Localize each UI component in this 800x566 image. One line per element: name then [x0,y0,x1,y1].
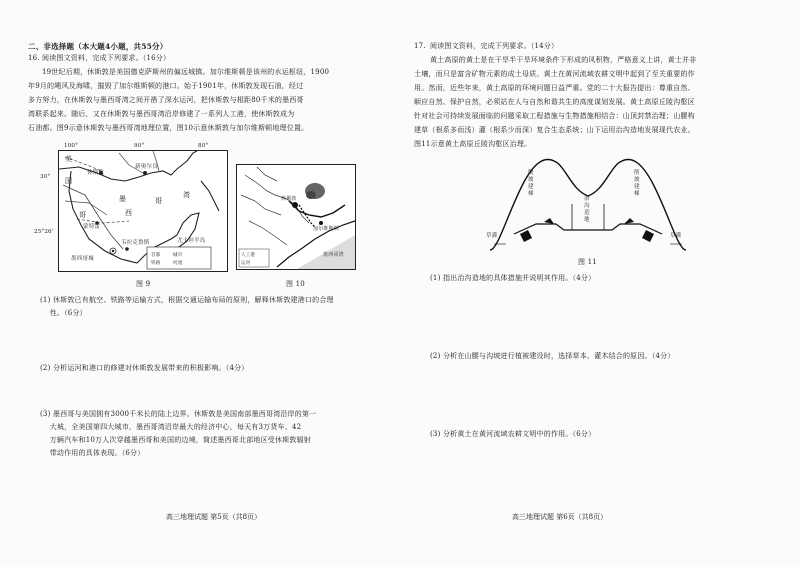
fig11-label: 草灌 [670,233,682,239]
fig10-place-label: 墨西哥湾 [323,252,344,258]
fig10-map [236,164,356,270]
fig9-place-label: 韦拉克鲁斯 [121,240,150,246]
fig9-place-label: 墨 [119,195,127,203]
q16-sub3-line: (3) 墨西哥与美国拥有3000千米长的陆上边界。休斯敦是美国南部墨西哥湾沿岸的第一 [40,410,317,418]
fig10-legend-item: 人工港 [241,253,256,258]
fig9-map [58,150,228,272]
right-page-footer: 高三地理试题 第6页（共8页） [512,513,608,521]
q17-sub1: (1) 指出治沟造地的具体措施并说明其作用。（4分） [430,274,596,282]
fig9-place-label: 哥 [155,197,163,205]
fig9-lat-label: 30° [40,174,51,180]
fig9-legend-item: 城市 [173,253,183,258]
q16-passage-line: 年9月的飓风及海啸，摧毁了加尔维斯顿的港口。始于1901年，休斯敦发现石油，经过 [28,82,304,90]
q17-passage-line: 用。然而，近些年来，黄土高原的环境问题日益严重。党的二十大报告提出：尊重自然、 [414,84,695,92]
fig9-place-label: 美 [65,155,73,163]
fig9-legend-item: 铁路 [151,261,161,266]
q16-sub2: (2) 分析运河和港口的修建对休斯敦发展带来的积极影响。（4分） [40,364,249,372]
fig9-place-label: 国 [65,177,73,185]
fig9-lon-label: 100° [64,143,79,149]
right-page [400,0,800,566]
q17-passage-line: 土壤，而只是富含矿物元素的成土母质。黄土在黄河流域农耕文明中起到了至关重要的作 [414,70,695,78]
fig9-place-label: 蒙特雷 [83,224,101,230]
fig11-caption: 图 11 [578,258,597,266]
fig9-place-label: 湾 [183,191,191,199]
fig9-place-label: 休斯敦 [87,170,105,176]
fig11-diagram [484,152,690,254]
q16-sub1-line: (1) 休斯敦已有航空、铁路等运输方式，根据交通运输布局的原则，解释休斯敦建港口的合理 [40,296,334,304]
q17-number: 17. [414,42,426,50]
q16-intro: 阅读图文资料，完成下列要求。（16分） [42,54,171,62]
q16-sub1-line: 性。（6分） [40,309,87,317]
fig9-place-label: 哥 [79,211,87,219]
q17-intro: 阅读图文资料，完成下列要求。（14分） [430,42,559,50]
fig11-label: 草灌 [486,233,498,239]
q17-passage-line: 黄土高原的黄土是在干旱半干旱环境条件下形成的风积物，严格意义上讲，黄土并非 [430,56,697,64]
fig10-legend-item: 运河 [241,261,251,266]
q16-passage-line: 石油都。图9示意休斯敦与墨西哥湾地理位置，图10示意休斯敦与加尔维斯顿地理位置。 [28,124,309,132]
left-page-footer: 高三地理试题 第5页（共8页） [166,513,262,521]
q16-number: 16. [28,54,40,62]
fig9-lat-label: 25°26' [34,229,54,235]
q16-sub3-line: 带动作用的具体表现。（6分） [40,449,145,457]
section-title: 二、非选择题（本大题4小题，共55分） [28,42,168,51]
fig10-caption: 图 10 [286,280,305,288]
fig9-place-label: 西 [125,209,133,217]
fig9-lon-label: 80° [198,143,209,149]
q17-passage-line: 针对社会可持续发展面临的问题采取工程措施与生物措施相结合：山顶封禁治理；山腰构 [414,112,695,120]
fig9-caption: 图 9 [136,280,151,288]
fig9-place-label: 墨西哥城 [71,256,94,262]
fig9-legend-item: 首都 [151,253,161,258]
q17-passage-line: 图11示意黄土高原丘陵沟壑区治理。 [414,140,532,148]
fig9-place-label: 新奥尔良 [135,164,158,170]
q16-passage-line: 19世纪后期，休斯敦是美国德克萨斯州的偏远城镇。加尔维斯顿是该州的水运枢纽，1900 [42,68,330,76]
q16-sub3-line: 万辆汽车和10万人次穿越墨西哥和美国的边境，简述墨西哥北部地区受休斯敦辐射 [40,436,312,444]
fig10-place-label: 休斯敦 [281,196,297,202]
fig11-label: 削坡建梯 [528,170,534,197]
fig9-legend-item: 河流 [173,261,183,266]
fig9-lon-label: 90° [134,143,145,149]
q17-sub2: (2) 分析在山腰与沟坡进行植被建设时，选择草本、灌木结合的原因。（4分） [430,352,675,360]
q16-sub3-line: 大城，全美国第四大城市，墨西哥湾沿岸最大的经济中心，每天有3万货车、42 [40,423,302,431]
fig11-label: 治沟造地 [584,196,590,223]
q16-passage-line: 多方努力，在休斯敦与墨西哥湾之间开凿了深水运河，把休斯敦与相距80千米的墨西哥 [28,96,304,104]
q16-passage-line: 湾联系起来。随后，又在休斯敦与墨西哥湾沿岸修建了一系列人工港，使休斯敦成为 [28,110,295,118]
q17-passage-line: 建草（根系多而浅）灌（根系少而深）复合生态系统；山下运用治沟造地发展现代农业。 [414,126,695,134]
q17-sub3: (3) 分析黄土在黄河流域农耕文明中的作用。（6分） [430,430,596,438]
q17-passage-line: 顺应自然、保护自然，必须站在人与自然和谐共生的高度谋划发展。黄土高原丘陵沟壑区 [414,98,695,106]
fig10-place-label: 加尔维斯顿 [313,226,340,232]
fig9-place-label: 尤卡坦半岛 [177,238,206,244]
fig11-label: 削坡建梯 [634,170,640,197]
